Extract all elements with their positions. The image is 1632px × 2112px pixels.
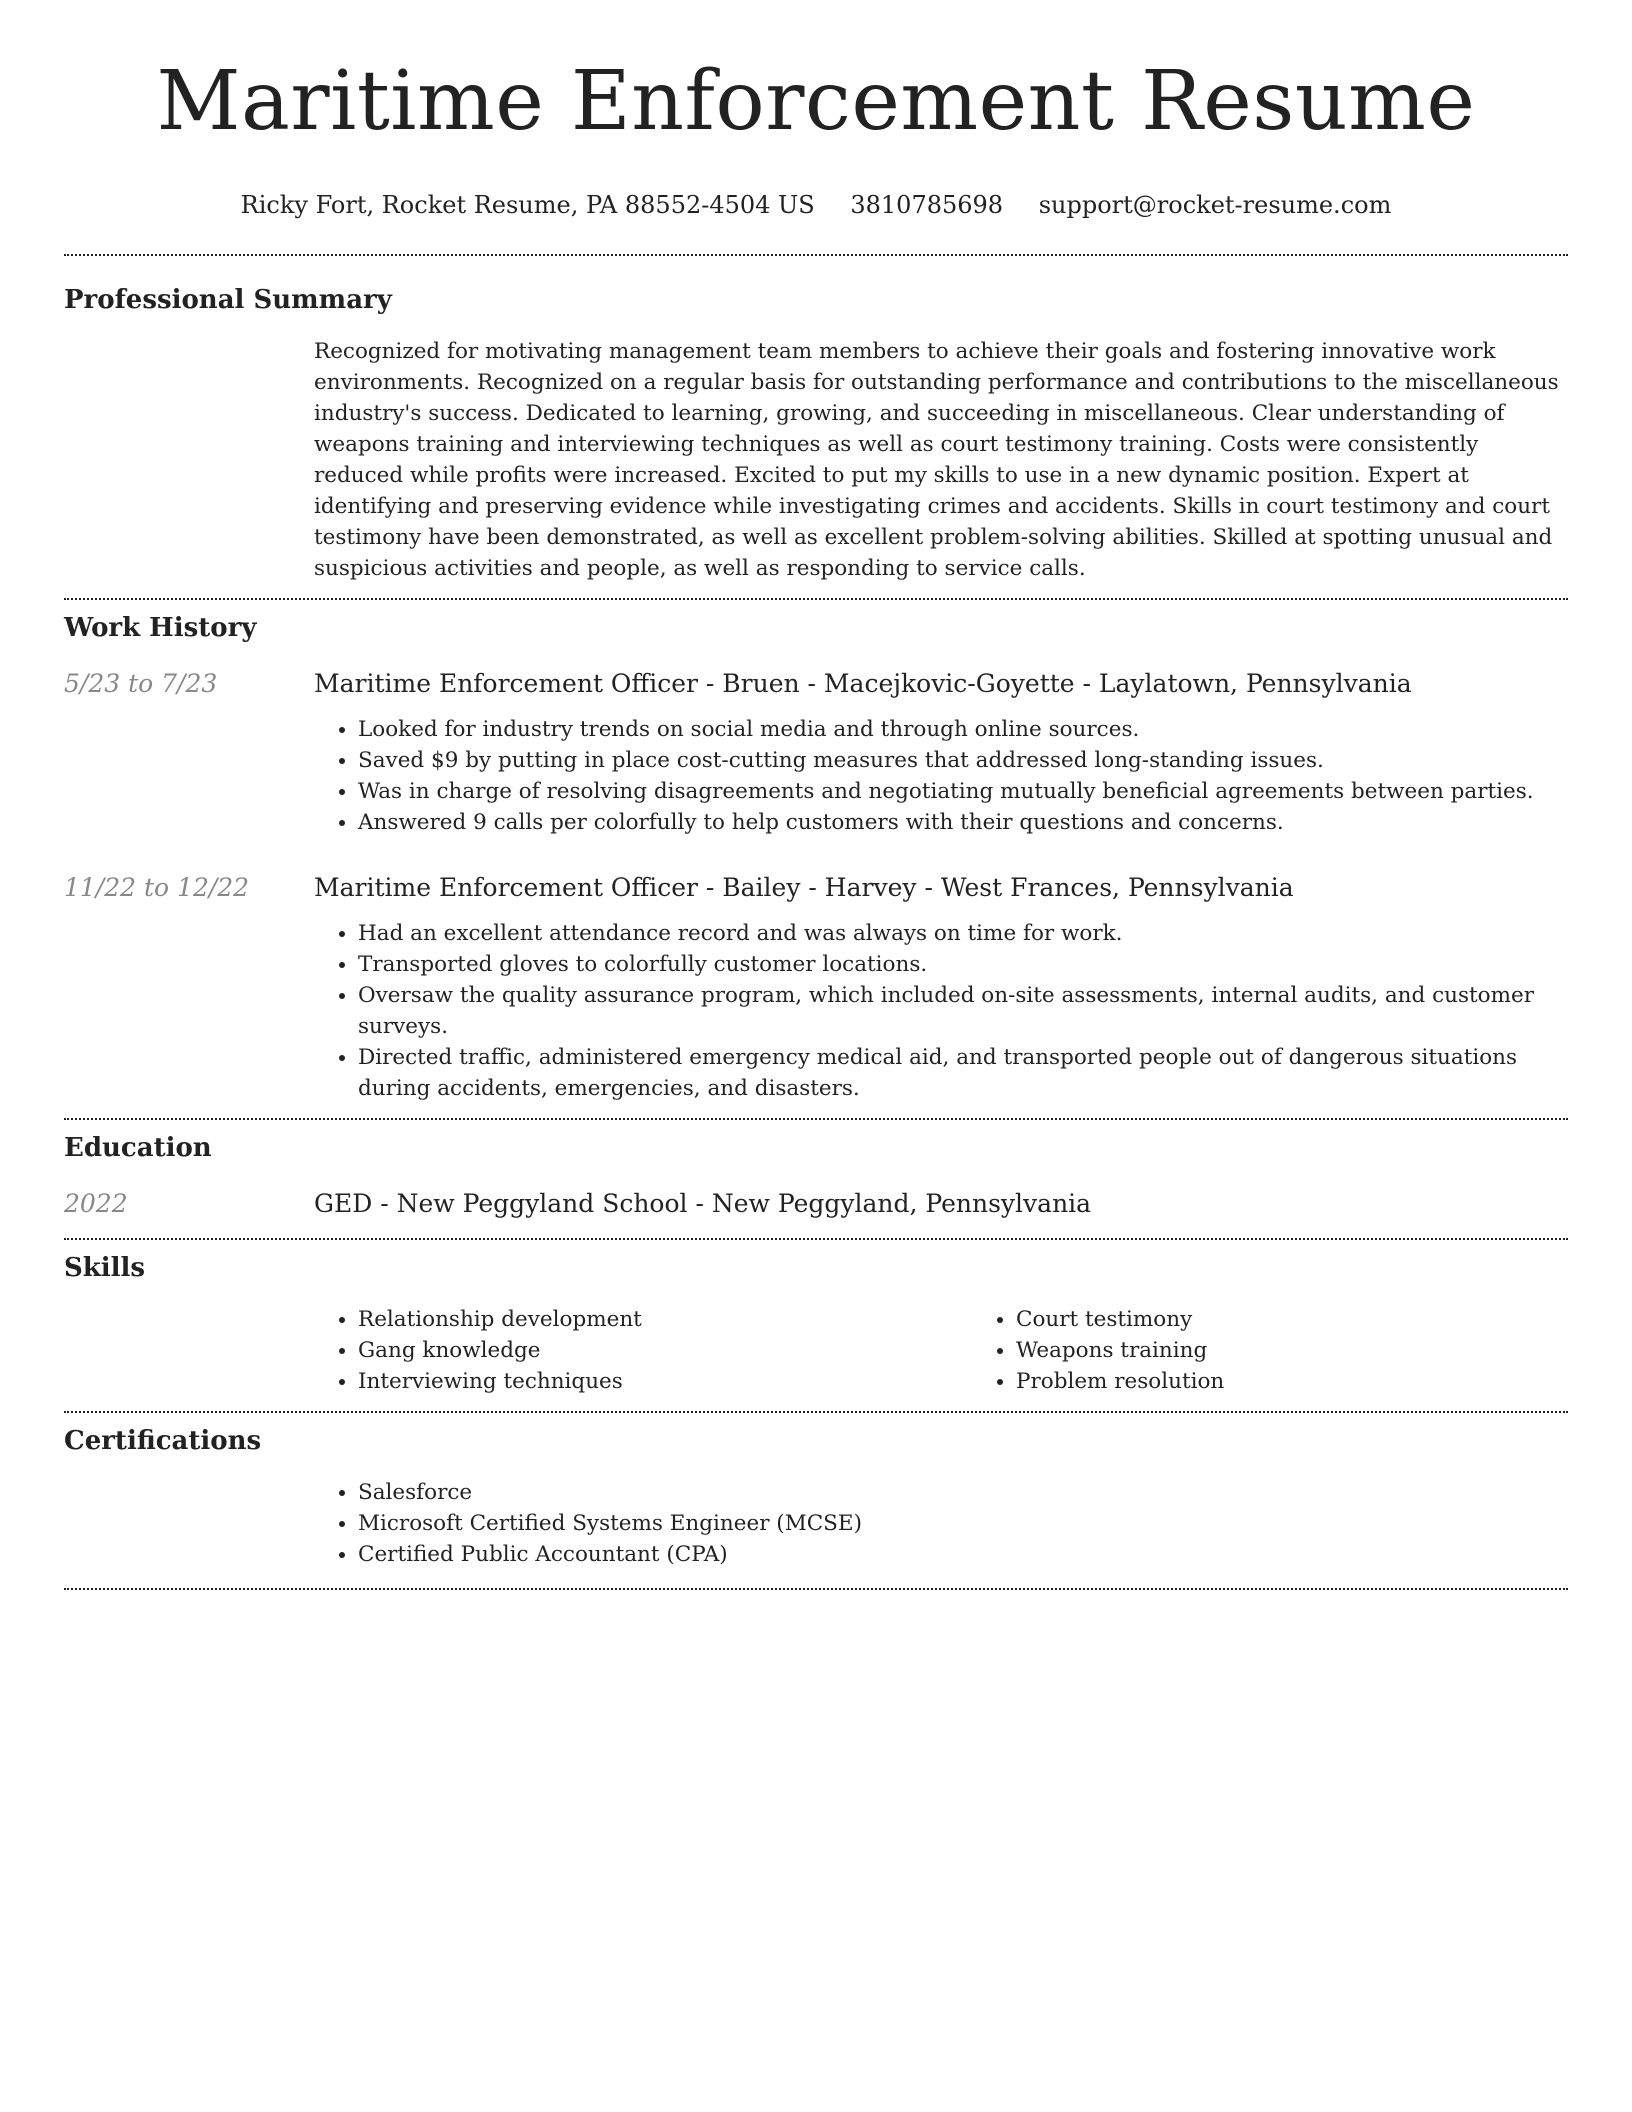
skill-item: • Court testimony [1016,1304,1630,1335]
contact-address: Ricky Fort, Rocket Resume, PA 88552-4504 US [240,191,815,219]
resume-title: Maritime Enforcement Resume [156,54,1476,149]
skills-list-right [972,1304,1630,1397]
education-heading: Education [64,1133,212,1163]
job-bullet: • Oversaw the quality assurance program, which included on-site assessments, internal audits, and customer surveys. [358,980,1568,1042]
certification-item: • Certified Public Accountant (CPA) [358,1539,1568,1570]
job-entry [64,872,1568,1118]
skills-list-left [314,1304,972,1397]
job-bullet: • Saved $9 by putting in place cost-cutting measures that addressed long-standing issues. [358,745,1568,776]
job-bullet: • Directed traffic, administered emergency medical aid, and transported people out of dangerous situations during accidents, emergencies, and disasters. [358,1042,1568,1104]
job-title: Maritime Enforcement Officer - Bruen - Macejkovic-Goyette - Laylatown, Pennsylvania [314,669,1412,698]
certification-item: • Microsoft Certified Systems Engineer (MCSE) [358,1508,1568,1539]
certification-item: • Salesforce [358,1477,1568,1508]
contact-line [64,190,1568,220]
skill-item: • Problem resolution [1016,1366,1630,1397]
skills-heading: Skills [64,1253,146,1283]
certifications-heading: Certifications [64,1426,262,1456]
job-dates: 11/22 to 12/22 [64,873,250,902]
education-year: 2022 [64,1189,128,1218]
skills-section [64,1240,1568,1411]
job-bullets [314,918,1568,1104]
certifications-list [314,1477,1568,1570]
education-entry: GED - New Peggyland School - New Peggyland, Pennsylvania [314,1189,1092,1218]
work-section [64,600,1568,1118]
summary-section [64,256,1568,598]
skill-item: • Relationship development [358,1304,972,1335]
contact-email: support@rocket-resume.com [1038,191,1392,219]
summary-text: Recognized for motivating management team members to achieve their goals and fostering innovative work environments. Recognized on a regular basis for outstanding performance and contributions to the miscellaneous industry's success. Dedicated to learning, growing, and succeeding in miscellaneous. Clear understanding of weapons training and interviewing techniques as well as court testimony training. Costs were consistently reduced while profits were increased. Excited to put my skills to use in a new dynamic position. Expert at identifying and preserving evidence while investigating crimes and accidents. Skills in court testimony and court testimony have been demonstrated, as well as excellent problem-solving abilities. Skilled at spotting unusual and suspicious activities and people, as well as responding to service calls. [314,339,1559,581]
education-section [64,1120,1568,1238]
work-heading: Work History [64,613,257,643]
skill-item: • Interviewing techniques [358,1366,972,1397]
job-bullet: • Looked for industry trends on social media and through online sources. [358,714,1568,745]
job-bullet: • Had an excellent attendance record and was always on time for work. [358,918,1568,949]
contact-phone: 3810785698 [850,191,1004,219]
skill-item: • Gang knowledge [358,1335,972,1366]
job-bullet: • Transported gloves to colorfully customer locations. [358,949,1568,980]
job-bullets [314,714,1568,838]
skill-item: • Weapons training [1016,1335,1630,1366]
job-bullet: • Answered 9 calls per colorfully to help customers with their questions and concerns. [358,807,1568,838]
job-dates: 5/23 to 7/23 [64,669,218,698]
job-bullet: • Was in charge of resolving disagreements and negotiating mutually beneficial agreements between parties. [358,776,1568,807]
job-title: Maritime Enforcement Officer - Bailey - Harvey - West Frances, Pennsylvania [314,873,1294,902]
summary-heading: Professional Summary [64,285,392,315]
divider [64,1588,1568,1590]
certifications-section [64,1413,1568,1588]
job-entry [64,668,1568,838]
